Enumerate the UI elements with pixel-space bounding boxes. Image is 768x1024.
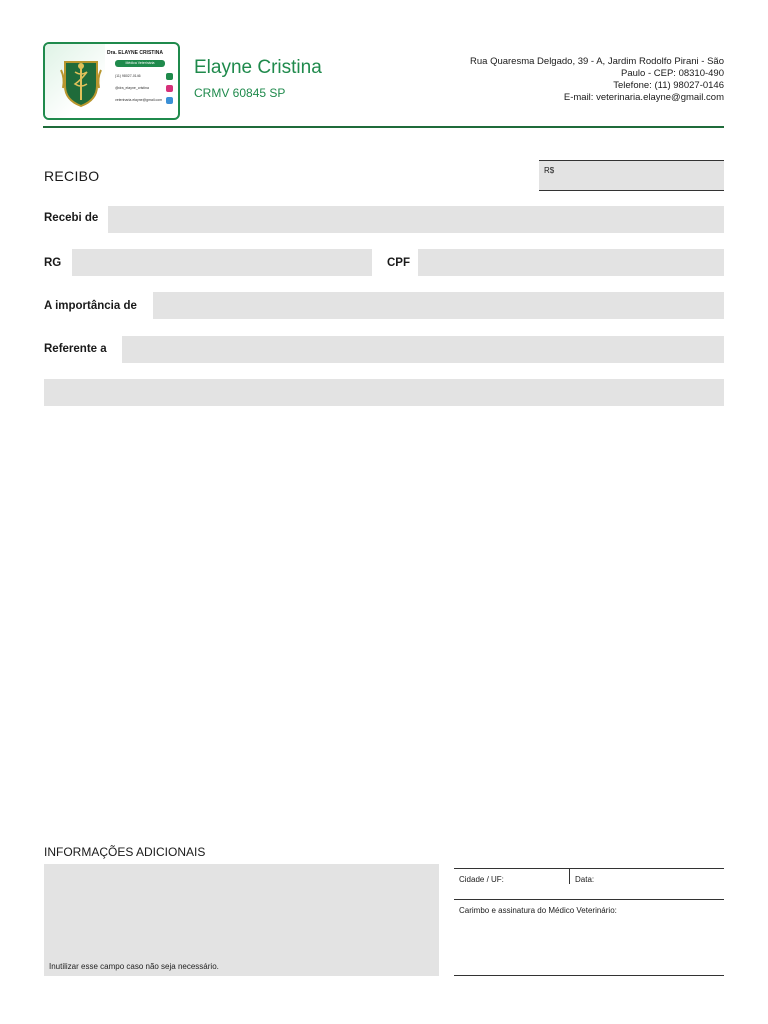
instagram-icon (166, 85, 173, 92)
city-date-divider (569, 868, 570, 884)
cpf-label: CPF (387, 257, 410, 269)
rg-field[interactable] (72, 249, 372, 276)
logo-card-email: veterinaria.elayne@gmail.com (115, 98, 163, 102)
amount-of-field[interactable] (153, 292, 724, 319)
amount-currency-label: R$ (544, 166, 555, 175)
received-from-label: Recebi de (44, 212, 99, 224)
amount-field[interactable] (539, 160, 724, 191)
logo-card-badge: Médica Veterinária (115, 60, 165, 67)
logo-card (43, 42, 180, 120)
doctor-name: Elayne Cristina (194, 57, 322, 78)
email-text: E-mail: veterinaria.elayne@gmail.com (563, 92, 724, 103)
cpf-field[interactable] (418, 249, 724, 276)
logo-card-name: Dra. ELAYNE CRISTINA (107, 50, 163, 56)
signature-top-rule (454, 899, 724, 900)
signature-line[interactable] (454, 975, 724, 976)
additional-info-field[interactable] (44, 864, 439, 976)
city-label: Cidade / UF: (459, 875, 504, 884)
logo-card-phone: (11) 98027-0146 (115, 74, 141, 78)
referring-to-label: Referente a (44, 343, 107, 355)
signature-label: Carimbo e assinatura do Médico Veterinário: (459, 906, 617, 915)
date-label: Data: (575, 875, 595, 884)
referring-to-continuation-field[interactable] (44, 379, 724, 406)
receipt-title: RECIBO (44, 168, 100, 184)
crmv-number: CRMV 60845 SP (194, 86, 286, 100)
phone-text: Telefone: (11) 98027-0146 (613, 80, 724, 91)
city-date-top-rule (454, 868, 724, 869)
amount-of-label: A importância de (44, 300, 137, 312)
received-from-field[interactable] (108, 206, 724, 233)
additional-info-title: INFORMAÇÕES ADICIONAIS (44, 845, 206, 859)
referring-to-field[interactable] (122, 336, 724, 363)
header-divider (43, 126, 724, 128)
phone-icon (166, 73, 173, 80)
address-line-1: Rua Quaresma Delgado, 39 - A, Jardim Rodolfo Pirani - São (470, 56, 724, 67)
contact-info (464, 56, 724, 104)
email-icon (166, 97, 173, 104)
logo-card-instagram: @dra_elayne_cristina (115, 86, 149, 90)
rg-label: RG (44, 257, 62, 269)
address-line-2: Paulo - CEP: 08310-490 (621, 68, 724, 79)
veterinary-crest-icon (59, 56, 103, 108)
additional-info-note: Inutilizar esse campo caso não seja necessário. (49, 962, 219, 971)
